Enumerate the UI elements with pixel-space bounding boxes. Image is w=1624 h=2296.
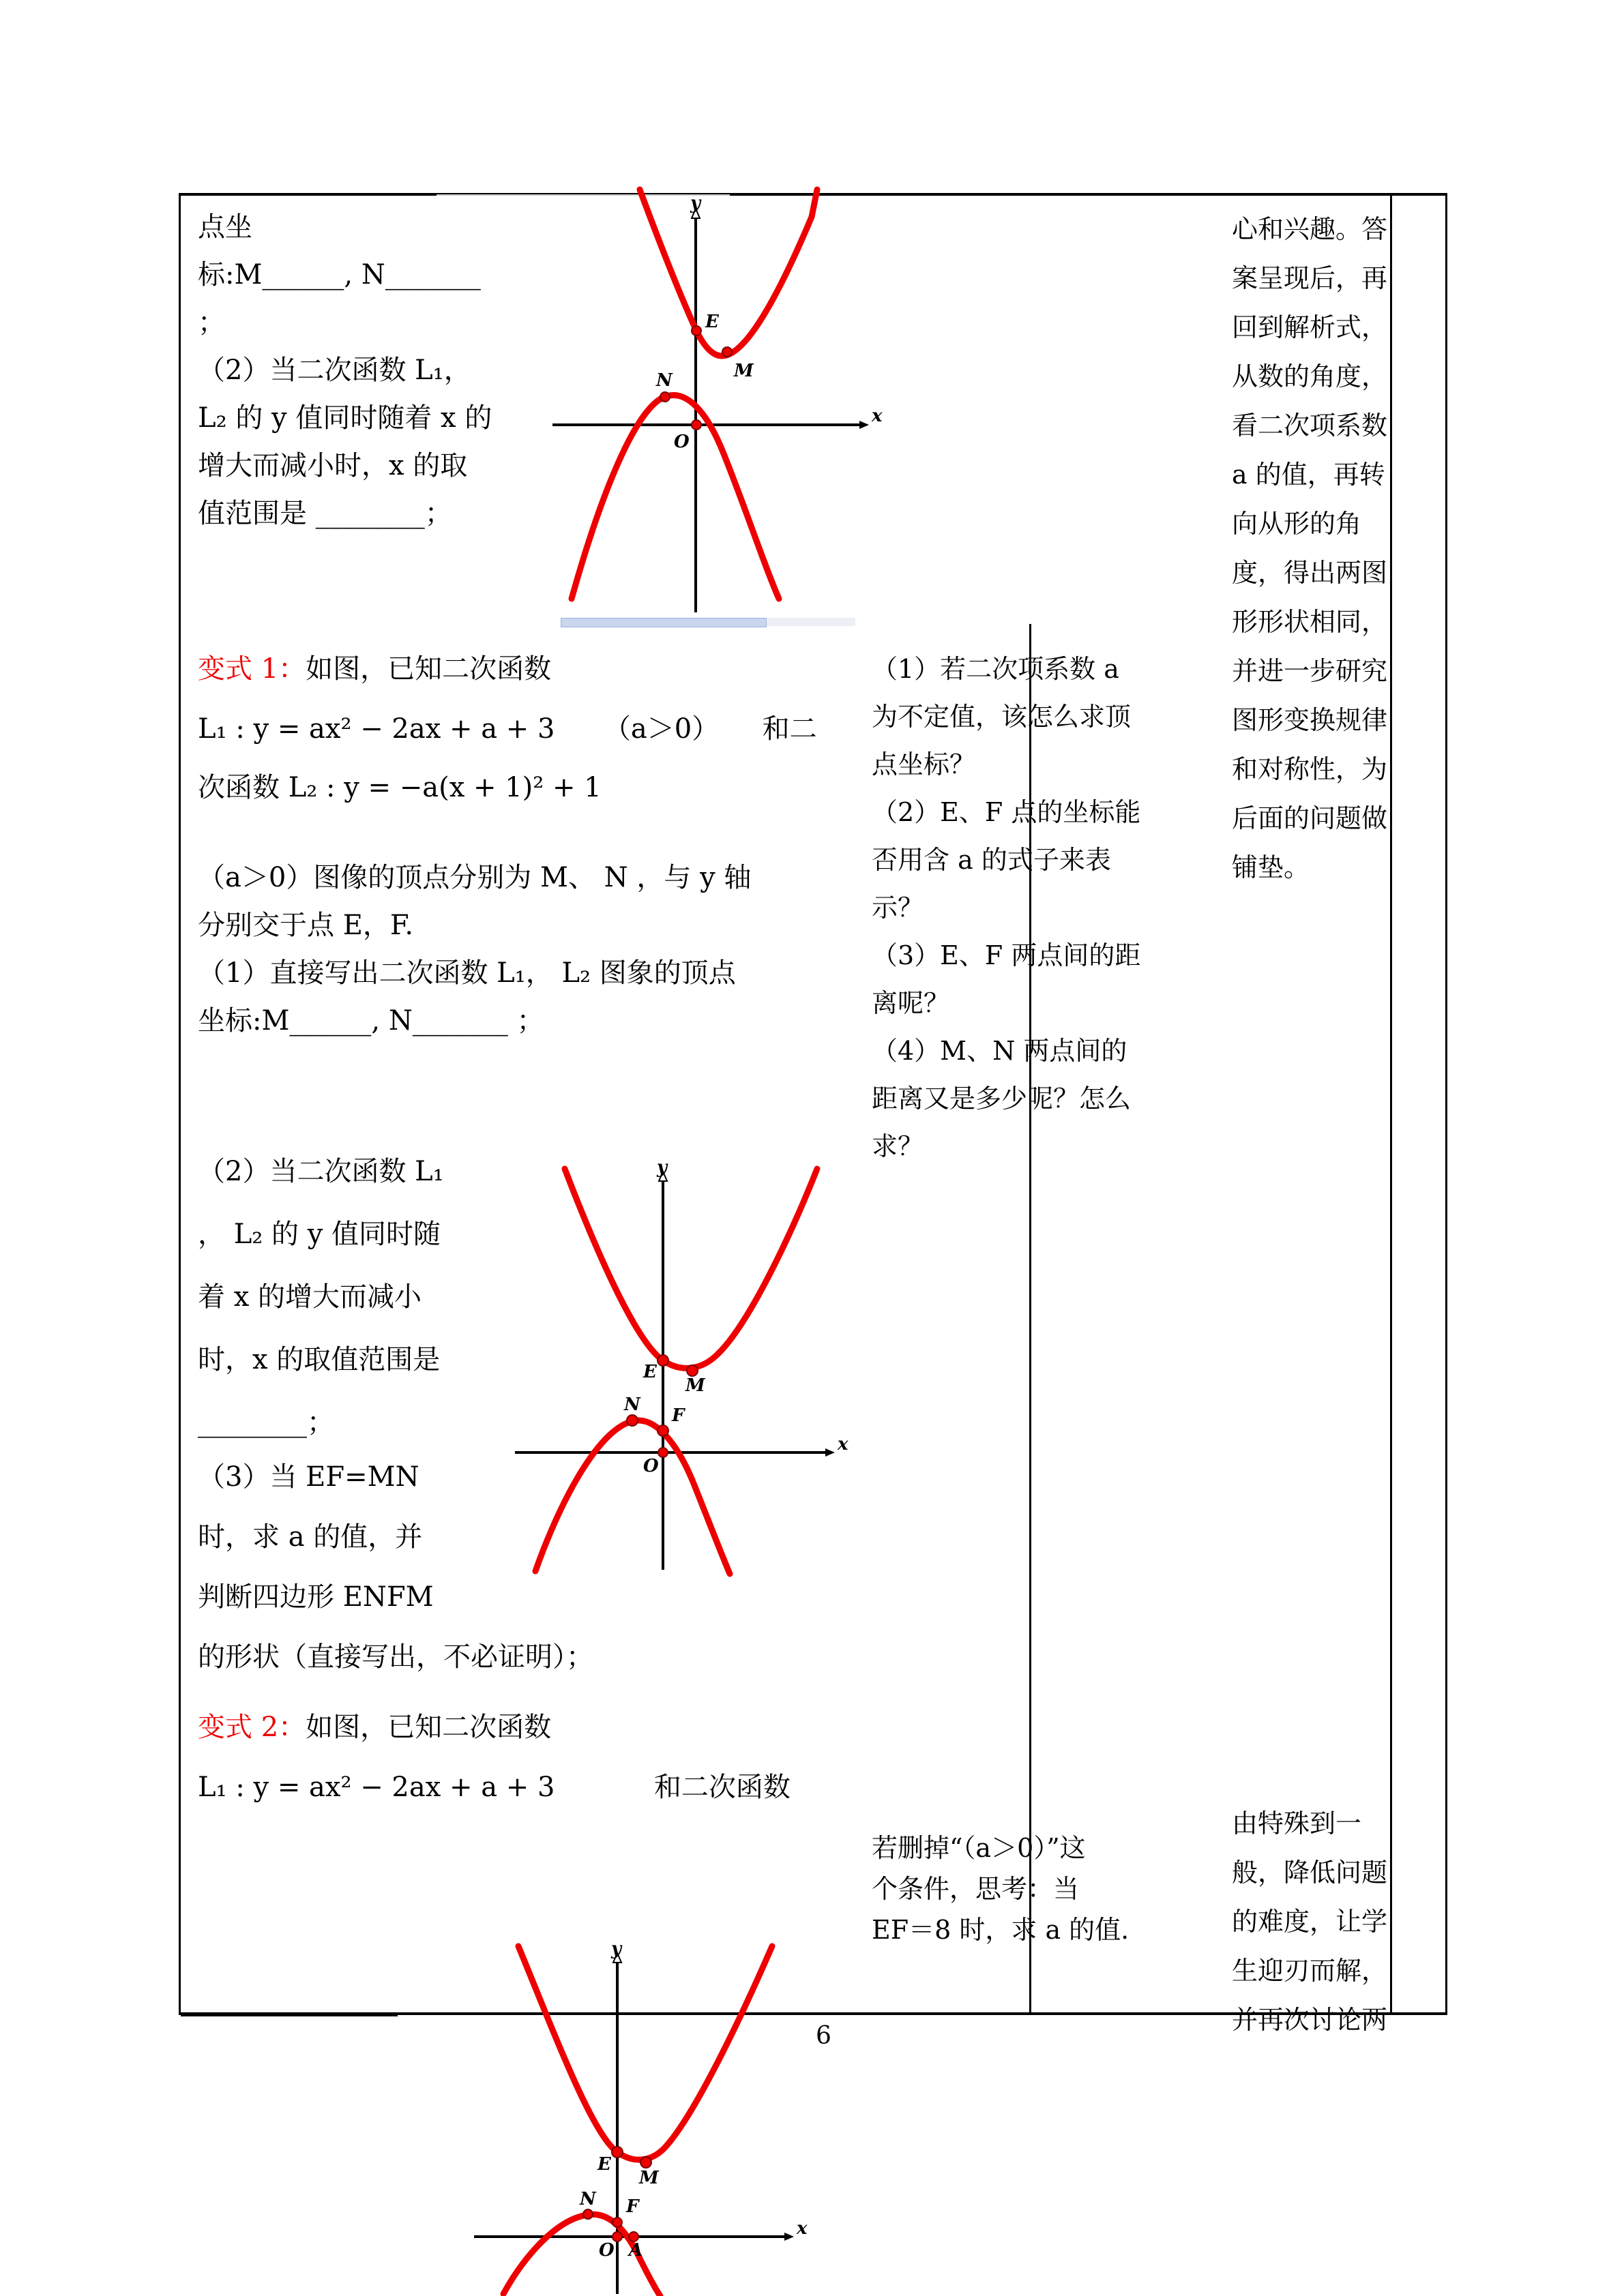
col2-line: （2）E、F 点的坐标能 [872, 797, 1141, 827]
col2-line: 为不定值，该怎么求顶 [872, 702, 1132, 732]
col2-line: （4）M、N 两点间的 [872, 1036, 1127, 1066]
figure-2-label-E: E [643, 1362, 657, 1382]
col1-line: L₂ 的 y 值同时随着 x 的 [198, 402, 492, 434]
col1-bottom-rule [181, 2014, 398, 2016]
col3-commentary-block-1 [1232, 205, 1436, 892]
figure-2-point-N [627, 1415, 638, 1426]
col2-delete-condition-block [872, 1828, 1192, 1950]
figure-3-label-M: M [639, 2168, 659, 2188]
bianshi2-tag: 变式 2： [198, 1712, 306, 1743]
col3-line: 形形状相同， [1232, 607, 1388, 637]
bianshi1-q2-line: 着 x 的增大而减小 [198, 1281, 422, 1313]
col2-line: 求？ [872, 1131, 924, 1161]
bianshi1-q3-line: 判断四边形 ENFM [198, 1581, 434, 1613]
figure-1-label-O: O [674, 432, 690, 452]
figure-3-point-M [640, 2157, 651, 2168]
bianshi1-header [198, 645, 853, 693]
bianshi2-header [198, 1703, 853, 1751]
page-number: 6 [816, 2022, 831, 2050]
col3-line: 般，降低问题 [1232, 1858, 1388, 1888]
figure-3-axis-x-label: x [797, 2218, 808, 2239]
col3-line: a 的值，再转 [1232, 460, 1385, 490]
figure-2-axis-y-label: y [657, 1157, 668, 1178]
bianshi1-formula-l2-row [198, 764, 853, 811]
figure-1-label-M: M [734, 361, 754, 381]
col2-line: EF＝8 时，求 a 的值. [872, 1915, 1130, 1945]
bianshi1-q3-block [198, 1447, 675, 1687]
bianshi1-cond2: （a＞0）图像的顶点分别为 M、 N ，与 y 轴 [198, 862, 752, 893]
bianshi1-q3-line: 的形状（直接写出，不必证明）； [198, 1641, 593, 1673]
bianshi2-formula-row [198, 1763, 853, 1811]
bianshi1-q2-line: ， L₂ 的 y 值同时随 [198, 1219, 441, 1250]
col3-line: 后面的问题做 [1232, 803, 1388, 833]
col3-line: 向从形的角 [1232, 509, 1362, 539]
figure-3-label-O: O [599, 2240, 615, 2261]
col3-commentary-block-2 [1232, 1799, 1436, 2044]
figure-2-point-F [658, 1425, 668, 1436]
col3-line: 心和兴趣。答 [1232, 214, 1388, 244]
bianshi1-intersect: 分别交于点 E，F. [198, 910, 414, 941]
col1-line: 值范围是 ________； [198, 498, 452, 529]
bianshi1-q2-block [198, 1140, 552, 1454]
figure-3-y-axis [613, 1953, 621, 2294]
bianshi1-formula-l1: L₁ : y = ax² − 2ax + a + 3 [198, 713, 555, 745]
figure-1-axis-y-label: y [690, 193, 701, 213]
bianshi2-formula-l1: L₁ : y = ax² − 2ax + a + 3 [198, 1772, 555, 1803]
col3-line: 铺垫。 [1232, 852, 1310, 882]
figure-2-point-E [658, 1355, 668, 1366]
figure-3-point-F [612, 2218, 622, 2227]
bianshi1-q1a: （1）直接写出二次函数 L₁， L₂ 图象的顶点 [198, 957, 736, 989]
bianshi1-cond2-row [198, 854, 853, 1045]
col2-line: 若删掉“（a＞0）”这 [872, 1833, 1086, 1863]
figure-2-label-N: N [624, 1395, 640, 1415]
figure-3-point-N [583, 2209, 593, 2219]
col2-line: 距离又是多少呢？怎么 [872, 1084, 1132, 1114]
col1-line: （2）当二次函数 L₁， [198, 355, 471, 386]
figure-3-label-N: N [580, 2189, 596, 2209]
figure-2-label-F: F [672, 1405, 685, 1426]
figure-3-label-E: E [597, 2154, 611, 2175]
col2-line: 个条件，思考：当 [872, 1874, 1080, 1904]
bianshi1-q2-line: ________； [198, 1407, 334, 1438]
figure-2-point-M [687, 1365, 698, 1376]
figure-3-axis-y-label: y [611, 1939, 622, 1959]
bianshi1-intro: 如图，已知二次函数 [306, 653, 552, 685]
col2-line: 离呢？ [872, 988, 950, 1018]
col1-line: 增大而减小时，x 的取 [198, 450, 468, 481]
col3-line: 图形变换规律 [1232, 705, 1388, 735]
figure-3-label-F: F [626, 2196, 639, 2217]
col3-line: 的难度，让学 [1232, 1907, 1388, 1937]
col1-top-block [198, 203, 832, 537]
bianshi1-q3-line: （3）当 EF=MN [198, 1461, 419, 1493]
col3-line: 并再次讨论两 [1232, 2005, 1388, 2035]
figure-3-label-A: A [629, 2240, 643, 2261]
bianshi1-tag: 变式 1： [198, 653, 306, 685]
col3-line: 看二次项系数 [1232, 411, 1388, 441]
bianshi1-cond1: （a＞0） [603, 713, 720, 745]
bianshi1-formula-l2: 次函数 L₂ : y = −a(x + 1)² + 1 [198, 772, 602, 803]
col3-line: 从数的角度， [1232, 361, 1388, 391]
col3-line: 和对称性，为 [1232, 754, 1388, 784]
col3-line: 回到解析式， [1232, 312, 1388, 342]
col1-line: ； [198, 307, 225, 338]
figure-2-axis-x-label: x [838, 1434, 848, 1455]
bianshi1-tail1: 和二 [762, 713, 817, 745]
figure-1-axis-x-label: x [872, 406, 883, 426]
figure-2-label-M: M [685, 1375, 705, 1396]
col2-line: 否用含 a 的式子来表 [872, 845, 1111, 875]
col2-line: （3）E、F 两点间的距 [872, 940, 1141, 970]
table-left-border [179, 193, 181, 2015]
bianshi1-q2-line: （2）当二次函数 L₁ [198, 1156, 444, 1187]
bianshi1-formula-l1-row [198, 705, 853, 753]
col3-line: 由特殊到一 [1232, 1808, 1362, 1838]
bianshi1-q2-line: 时，x 的取值范围是 [198, 1344, 441, 1375]
bianshi1-q1b: 坐标:M______, N_______ ； [198, 1005, 544, 1037]
figure-3-parabolas [443, 1930, 839, 2296]
figure-1-label-N: N [656, 370, 673, 391]
figure-1-bottom-strip [561, 618, 767, 627]
figure-2-curve-l1 [565, 1169, 817, 1368]
col3-line: 案呈现后，再 [1232, 263, 1388, 293]
col2-line: （1）若二次项系数 a [872, 654, 1119, 684]
col1-line: 标:M______, N_______ [198, 259, 481, 290]
col3-line: 度，得出两图 [1232, 558, 1388, 588]
table-right-border [1445, 193, 1447, 2015]
bianshi2-tail: 和二次函数 [653, 1772, 791, 1803]
col1-line: 点坐 [198, 211, 252, 243]
col2-line: 示？ [872, 893, 924, 923]
figure-3-point-E [612, 2147, 623, 2158]
figure-1-bottom-strip-tail [767, 618, 855, 626]
bianshi1-q3-line: 时，求 a 的值，并 [198, 1521, 423, 1553]
col2-line: 点坐标？ [872, 749, 976, 779]
col3-line: 并进一步研究 [1232, 656, 1388, 686]
figure-3-curve-l1 [518, 1946, 772, 2160]
figure-1-label-E: E [705, 312, 719, 332]
col3-line: 生迎刃而解， [1232, 1956, 1388, 1986]
figure-2-label-O: O [643, 1456, 659, 1476]
col2-question-block [872, 645, 1192, 1170]
bianshi2-intro: 如图，已知二次函数 [306, 1712, 552, 1743]
